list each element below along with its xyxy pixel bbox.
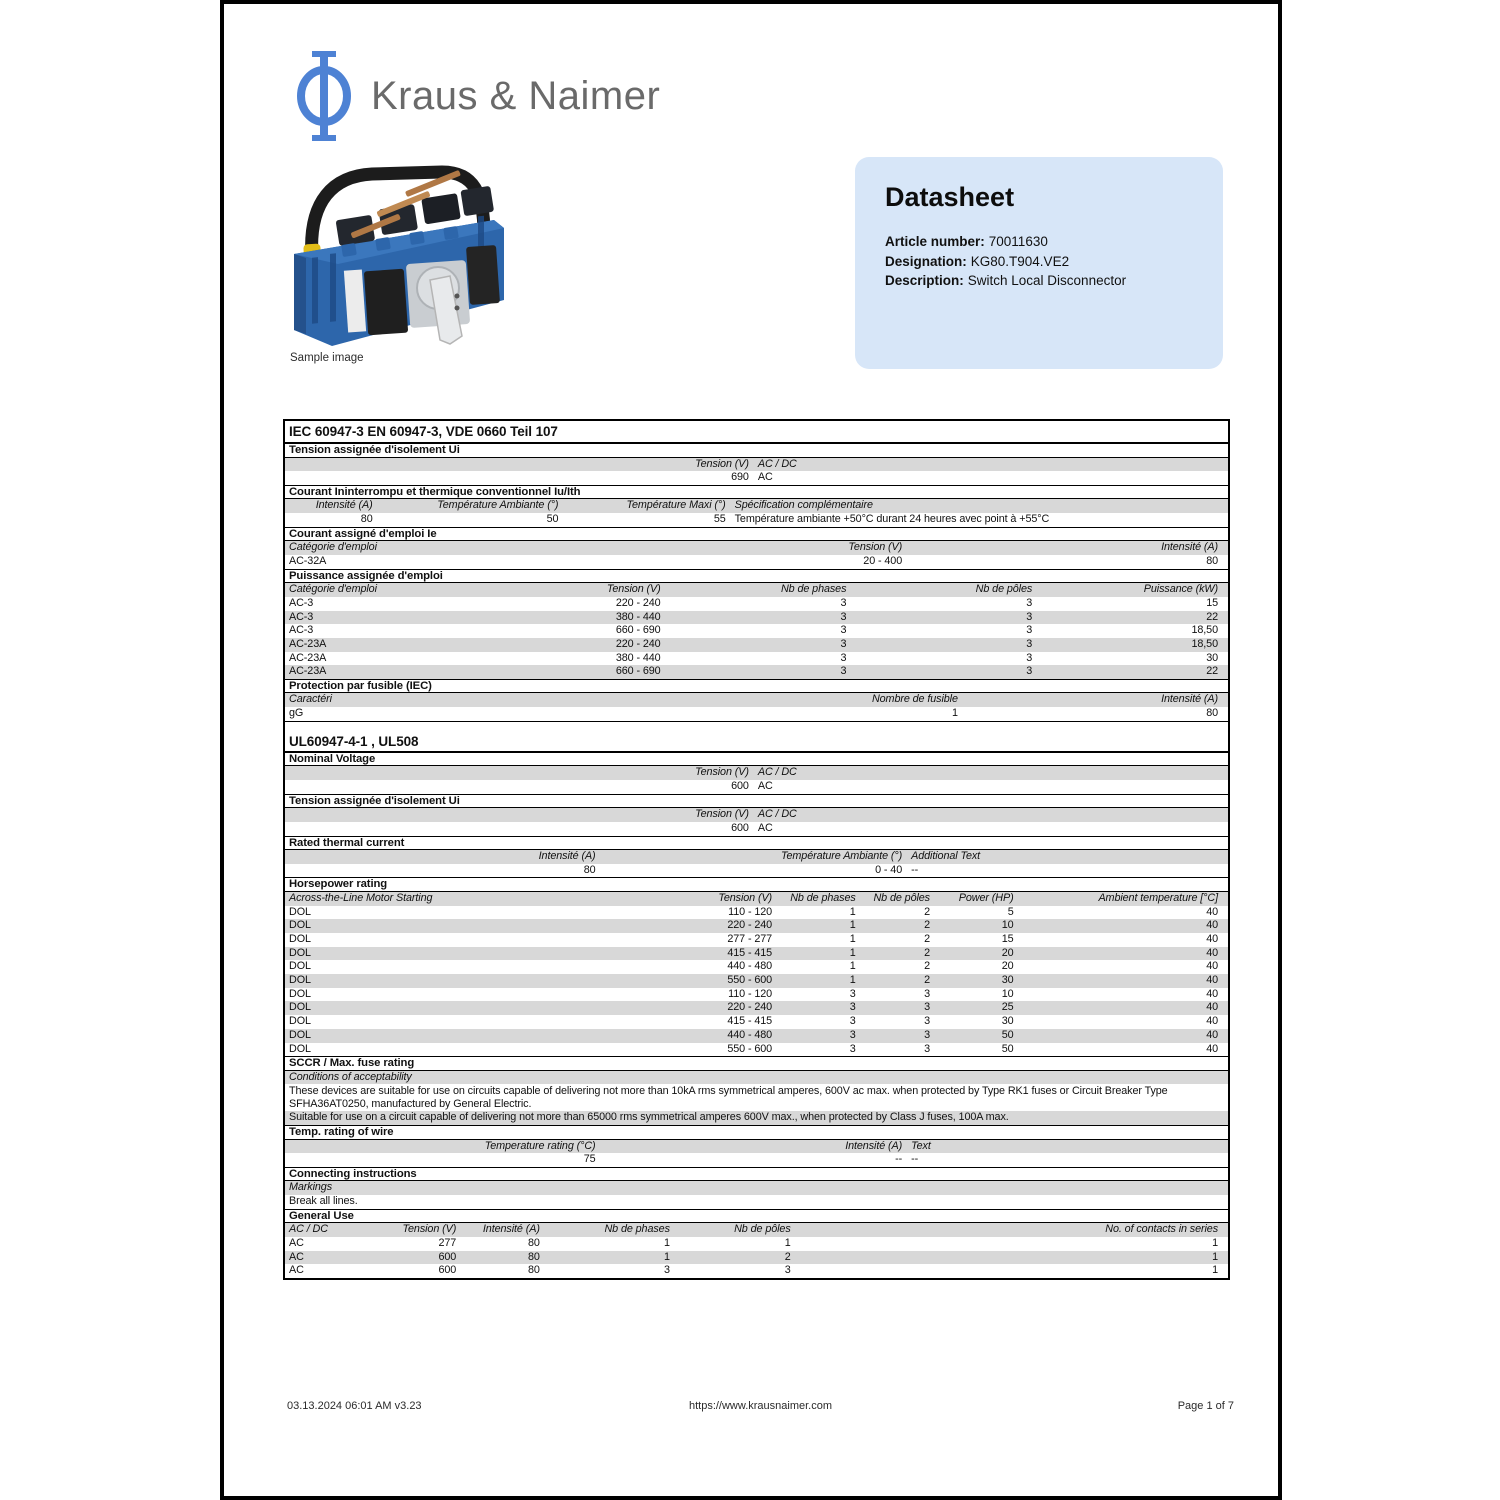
table-cell: AC <box>757 471 773 484</box>
table-row <box>285 665 1228 679</box>
table-header-row <box>285 1140 1228 1154</box>
table-row <box>285 1153 1228 1167</box>
table-cell: 1 <box>849 960 856 973</box>
table-cell: 1 <box>663 1237 670 1249</box>
designation-value: KG80.T904.VE2 <box>970 253 1070 269</box>
table-cell: Additional Text <box>911 850 981 863</box>
table-cell: DOL <box>289 1015 311 1028</box>
table-cell: Intensité (A) <box>482 1223 540 1236</box>
table-cell: 75 <box>583 1153 596 1166</box>
table-cell: -- <box>895 1153 903 1166</box>
footer-timestamp: 03.13.2024 06:01 AM v3.23 <box>287 1400 422 1412</box>
table-cell: Intensité (A) <box>845 1139 903 1152</box>
table-cell: No. of contacts in series <box>1105 1223 1218 1236</box>
table-cell: 440 - 480 <box>727 960 773 973</box>
table-cell: 80 <box>528 1250 540 1263</box>
table-cell: 10 <box>1001 919 1014 932</box>
table-cell: Intensité (A) <box>315 499 373 512</box>
table-cell: 1 <box>951 707 958 720</box>
table-cell: 22 <box>1206 610 1218 623</box>
table-row <box>285 906 1228 920</box>
sample-image-caption: Sample image <box>290 352 364 364</box>
table-cell: DOL <box>289 960 311 973</box>
table-cell: 1 <box>849 946 856 959</box>
table-cell: 3 <box>849 987 856 1000</box>
table-cell: 3 <box>840 637 847 650</box>
section-title: Tension assignée d'isolement Ui <box>285 443 1228 458</box>
section-title: Temp. rating of wire <box>285 1125 1228 1140</box>
table-row <box>285 780 1228 794</box>
table-cell: Spécification complémentaire <box>734 499 873 512</box>
table-cell: Conditions of acceptability <box>289 1070 412 1083</box>
table-row <box>285 1043 1228 1057</box>
table-row <box>285 638 1228 652</box>
table-row <box>285 1029 1228 1043</box>
table-cell: Suitable for use on a circuit capable of delivering not more than 65000 rms symmetrical amperes 600V max., when protected by Class J fuses, 100A max. <box>289 1111 1009 1124</box>
table-cell: 110 - 120 <box>728 987 773 1000</box>
table-cell: 3 <box>924 1001 930 1014</box>
article-number-label: Article number: <box>885 234 985 249</box>
table-row <box>285 652 1228 666</box>
description-field <box>885 271 1193 291</box>
table-cell: 80 <box>1206 554 1218 567</box>
table-cell: 3 <box>849 1028 856 1041</box>
section-title: UL60947-4-1 , UL508 <box>285 721 1228 752</box>
section-title: Tension assignée d'isolement Ui <box>285 794 1228 809</box>
table-row <box>285 1237 1228 1251</box>
table-cell: Tension (V) <box>606 583 661 596</box>
table-cell: 20 - 400 <box>863 554 903 567</box>
table-cell: 3 <box>849 1015 856 1028</box>
table-header-row <box>285 541 1228 555</box>
table-cell: 1 <box>849 974 856 987</box>
table-cell: 550 - 600 <box>727 1042 773 1055</box>
article-number-field <box>885 232 1193 252</box>
table-cell: 3 <box>840 665 847 678</box>
table-cell: Markings <box>289 1181 332 1194</box>
table-cell: -- <box>911 1153 919 1166</box>
table-cell: 220 - 240 <box>615 637 661 650</box>
table-cell: 1 <box>849 933 856 945</box>
table-header-row <box>285 693 1228 707</box>
table-cell: 380 - 440 <box>615 610 661 623</box>
section-title: Nominal Voltage <box>285 752 1228 767</box>
table-row <box>285 1264 1228 1278</box>
table-cell: AC <box>757 821 773 834</box>
table-cell: DOL <box>289 1042 311 1055</box>
table-cell: Temperature rating (°C) <box>484 1139 596 1152</box>
table-cell: Nb de pôles <box>873 891 930 904</box>
table-cell: AC <box>289 1237 304 1249</box>
table-cell: Break all lines. <box>289 1195 358 1208</box>
specification-table <box>283 419 1230 1280</box>
table-cell: 18,50 <box>1191 624 1218 637</box>
table-cell: 2 <box>924 905 930 918</box>
table-cell: 3 <box>840 596 847 609</box>
table-cell: 3 <box>849 1001 856 1014</box>
table-row <box>285 1111 1228 1125</box>
product-sample-image <box>272 158 522 354</box>
table-cell: 2 <box>924 946 930 959</box>
table-cell: Puissance (kW) <box>1143 583 1218 596</box>
table-cell: 55 <box>713 513 726 526</box>
table-cell: AC / DC <box>757 766 797 779</box>
table-cell: DOL <box>289 946 311 959</box>
table-cell: 2 <box>924 960 930 973</box>
table-cell: 3 <box>663 1264 670 1277</box>
table-cell: 3 <box>924 1028 930 1041</box>
table-cell: 2 <box>784 1250 791 1263</box>
table-cell: 600 <box>731 821 749 834</box>
table-cell: 2 <box>924 974 930 987</box>
table-row <box>285 707 1228 721</box>
article-number-value: 70011630 <box>988 234 1048 249</box>
page-footer <box>287 1400 1234 1416</box>
table-header-row <box>285 499 1228 513</box>
table-row <box>285 988 1228 1002</box>
table-cell: Tension (V) <box>695 457 749 470</box>
table-cell: Température Maxi (°) <box>626 499 726 512</box>
table-cell: AC-23A <box>289 651 327 664</box>
table-row <box>285 919 1228 933</box>
table-cell: 40 <box>1206 905 1218 918</box>
footer-page-number: Page 1 of 7 <box>1177 1400 1234 1412</box>
brand-header <box>295 50 660 142</box>
table-cell: Caractéri <box>289 693 332 706</box>
table-cell: Température ambiante +50°C durant 24 heures avec point à +55°C <box>734 513 1050 526</box>
table-cell: 40 <box>1206 946 1218 959</box>
table-cell: 40 <box>1206 1001 1218 1014</box>
table-header-row <box>285 850 1228 864</box>
table-cell: Power (HP) <box>958 891 1014 904</box>
table-cell: DOL <box>289 974 311 987</box>
table-row <box>285 933 1228 947</box>
table-cell: 40 <box>1206 1042 1218 1055</box>
table-cell: AC-23A <box>289 637 327 650</box>
datasheet-page <box>220 0 1282 1500</box>
section-title: Courant Ininterrompu et thermique conventionnel Iu/Ith <box>285 485 1228 500</box>
table-cell: 3 <box>1026 596 1033 609</box>
table-cell: Tension (V) <box>718 891 773 904</box>
table-cell: DOL <box>289 905 311 918</box>
table-cell: AC / DC <box>757 457 797 470</box>
table-cell: AC <box>757 780 773 792</box>
table-cell: 15 <box>1206 596 1218 609</box>
table-header-row <box>285 766 1228 780</box>
table-cell: Tension (V) <box>848 541 903 554</box>
table-cell: 40 <box>1206 1028 1218 1041</box>
table-header-row <box>285 892 1228 906</box>
table-cell: 220 - 240 <box>727 919 773 932</box>
table-row <box>285 822 1228 836</box>
datasheet-card <box>855 157 1223 369</box>
table-cell: 30 <box>1001 974 1014 987</box>
table-cell: 3 <box>840 610 847 623</box>
table-cell: Catégorie d'emploi <box>289 541 377 554</box>
table-row <box>285 1001 1228 1015</box>
table-header-row <box>285 1181 1228 1195</box>
table-cell: 1 <box>1212 1237 1218 1249</box>
table-cell: AC / DC <box>757 808 797 821</box>
table-cell: AC / DC <box>289 1223 328 1236</box>
table-cell: 0 - 40 <box>875 863 903 876</box>
description-label: Description: <box>885 273 964 288</box>
table-cell: AC-32A <box>289 554 327 567</box>
table-cell: Nb de pôles <box>975 583 1033 596</box>
table-cell: 220 - 240 <box>727 1001 773 1014</box>
table-cell: Température Ambiante (°) <box>780 850 903 863</box>
table-cell: 2 <box>924 919 930 932</box>
table-cell: 40 <box>1206 1015 1218 1028</box>
footer-url[interactable]: https://www.krausnaimer.com <box>688 1400 833 1412</box>
table-cell: Tension (V) <box>695 808 749 821</box>
designation-label: Designation: <box>885 253 967 269</box>
table-row <box>285 1195 1228 1209</box>
table-row <box>285 597 1228 611</box>
table-cell: Text <box>911 1139 931 1152</box>
table-cell: 600 <box>731 780 749 792</box>
table-cell: 220 - 240 <box>615 596 661 609</box>
table-cell: AC-3 <box>289 610 314 623</box>
table-cell: Température Ambiante (°) <box>437 499 559 512</box>
table-cell: 3 <box>784 1264 791 1277</box>
table-cell: Tension (V) <box>402 1223 457 1236</box>
table-cell: Nb de pôles <box>734 1223 791 1236</box>
table-cell: Intensité (A) <box>1161 541 1218 554</box>
table-cell: 20 <box>1001 960 1014 973</box>
table-header-row <box>285 1071 1228 1085</box>
table-cell: 3 <box>1026 651 1033 664</box>
table-row <box>285 974 1228 988</box>
table-row <box>285 611 1228 625</box>
table-cell: 15 <box>1001 933 1014 945</box>
page-title: Datasheet <box>885 182 1015 212</box>
table-cell: 380 - 440 <box>615 651 661 664</box>
table-cell: 3 <box>1026 665 1033 678</box>
table-cell: Catégorie d'emploi <box>289 583 377 596</box>
table-row <box>285 1084 1228 1111</box>
table-cell: 80 <box>1206 707 1218 720</box>
section-title: SCCR / Max. fuse rating <box>285 1056 1228 1071</box>
table-cell: 1 <box>1212 1250 1218 1263</box>
table-row <box>285 1015 1228 1029</box>
table-cell: 1 <box>1212 1264 1218 1277</box>
table-cell: 690 <box>731 471 749 484</box>
table-cell: 1 <box>849 905 856 918</box>
table-cell: These devices are suitable for use on circuits capable of delivering not more than 10kA rms symmetrical amperes, 600V ac max. when protected by Type RK1 fuses or Circuit Breaker Type SFHA36AT0250, manufactured by General Electric. <box>289 1085 1168 1110</box>
table-cell: 440 - 480 <box>727 1028 773 1041</box>
table-cell: 40 <box>1206 974 1218 987</box>
kraus-naimer-phi-logo-icon <box>295 50 353 142</box>
table-cell: DOL <box>289 1001 311 1014</box>
table-row <box>285 947 1228 961</box>
section-title: Connecting instructions <box>285 1167 1228 1182</box>
table-row <box>285 864 1228 878</box>
table-cell: DOL <box>289 933 311 945</box>
table-cell: 600 <box>438 1250 457 1263</box>
table-cell: 1 <box>849 919 856 932</box>
table-header-row <box>285 583 1228 597</box>
table-cell: 277 - 277 <box>727 933 773 945</box>
section-title: Protection par fusible (IEC) <box>285 679 1228 694</box>
table-cell: AC-3 <box>289 624 314 637</box>
table-cell: 660 - 690 <box>615 624 661 637</box>
table-cell: AC <box>289 1264 304 1277</box>
table-cell: 80 <box>528 1264 540 1277</box>
table-cell: 3 <box>1026 624 1033 637</box>
section-title: Rated thermal current <box>285 836 1228 851</box>
table-cell: 1 <box>663 1250 670 1263</box>
table-cell: -- <box>911 863 919 876</box>
table-cell: 1 <box>784 1237 791 1249</box>
section-title: General Use <box>285 1209 1228 1224</box>
table-cell: Nb de phases <box>780 583 847 596</box>
table-cell: gG <box>289 707 304 720</box>
table-row <box>285 960 1228 974</box>
table-cell: 80 <box>583 863 596 876</box>
table-cell: 3 <box>924 1015 930 1028</box>
table-cell: 3 <box>924 1042 930 1055</box>
table-cell: 277 <box>438 1237 457 1249</box>
table-cell: DOL <box>289 1028 311 1041</box>
table-cell: 30 <box>1206 651 1218 664</box>
table-cell: Intensité (A) <box>1161 693 1218 706</box>
table-cell: 600 <box>438 1264 457 1277</box>
table-cell: AC-23A <box>289 665 327 678</box>
table-cell: 660 - 690 <box>615 665 661 678</box>
table-row <box>285 555 1228 569</box>
table-cell: 50 <box>1001 1042 1014 1055</box>
table-cell: AC <box>289 1250 304 1263</box>
table-cell: 10 <box>1001 987 1014 1000</box>
table-cell: 3 <box>840 651 847 664</box>
table-cell: 40 <box>1206 933 1218 945</box>
table-cell: Nb de phases <box>604 1223 670 1236</box>
table-cell: 415 - 415 <box>727 1015 773 1028</box>
designation-field <box>885 252 1193 272</box>
description-value: Switch Local Disconnector <box>967 273 1127 288</box>
section-title: Puissance assignée d'emploi <box>285 569 1228 584</box>
table-cell: Across-the-Line Motor Starting <box>289 891 433 904</box>
section-title: Horsepower rating <box>285 877 1228 892</box>
table-cell: 40 <box>1206 987 1218 1000</box>
section-title: Courant assigné d'emploi Ie <box>285 527 1228 542</box>
table-cell: 5 <box>1007 905 1014 918</box>
table-cell: 40 <box>1206 960 1218 973</box>
table-cell: 50 <box>1001 1028 1014 1041</box>
table-cell: Tension (V) <box>695 766 749 779</box>
table-cell: 80 <box>528 1237 540 1249</box>
table-cell: 2 <box>924 933 930 945</box>
table-cell: Intensité (A) <box>538 850 596 863</box>
table-cell: Nombre de fusible <box>871 693 958 706</box>
table-cell: 3 <box>840 624 847 637</box>
table-row <box>285 624 1228 638</box>
table-row <box>285 1251 1228 1265</box>
table-cell: 50 <box>546 513 559 526</box>
table-header-row <box>285 1223 1228 1237</box>
table-cell: 110 - 120 <box>728 905 773 918</box>
table-row <box>285 513 1228 527</box>
table-cell: DOL <box>289 987 311 1000</box>
table-row <box>285 471 1228 485</box>
table-cell: 22 <box>1206 665 1218 678</box>
table-cell: 550 - 600 <box>727 974 773 987</box>
table-header-row <box>285 808 1228 822</box>
table-cell: 30 <box>1001 1015 1014 1028</box>
section-title: IEC 60947-3 EN 60947-3, VDE 0660 Teil 107 <box>285 421 1228 443</box>
table-cell: 20 <box>1001 946 1014 959</box>
table-cell: 415 - 415 <box>727 946 773 959</box>
brand-name: Kraus & Naimer <box>371 73 661 118</box>
table-cell: 3 <box>1026 637 1033 650</box>
table-cell: 3 <box>849 1042 856 1055</box>
table-cell: 3 <box>1026 610 1033 623</box>
table-cell: AC-3 <box>289 596 314 609</box>
table-cell: 25 <box>1001 1001 1014 1014</box>
table-cell: 3 <box>924 987 930 1000</box>
table-cell: DOL <box>289 919 311 932</box>
table-header-row <box>285 458 1228 472</box>
table-cell: Nb de phases <box>790 891 856 904</box>
table-cell: 80 <box>360 513 373 526</box>
table-cell: 18,50 <box>1191 637 1218 650</box>
table-cell: Ambient temperature [°C] <box>1098 891 1218 904</box>
table-cell: 40 <box>1206 919 1218 932</box>
